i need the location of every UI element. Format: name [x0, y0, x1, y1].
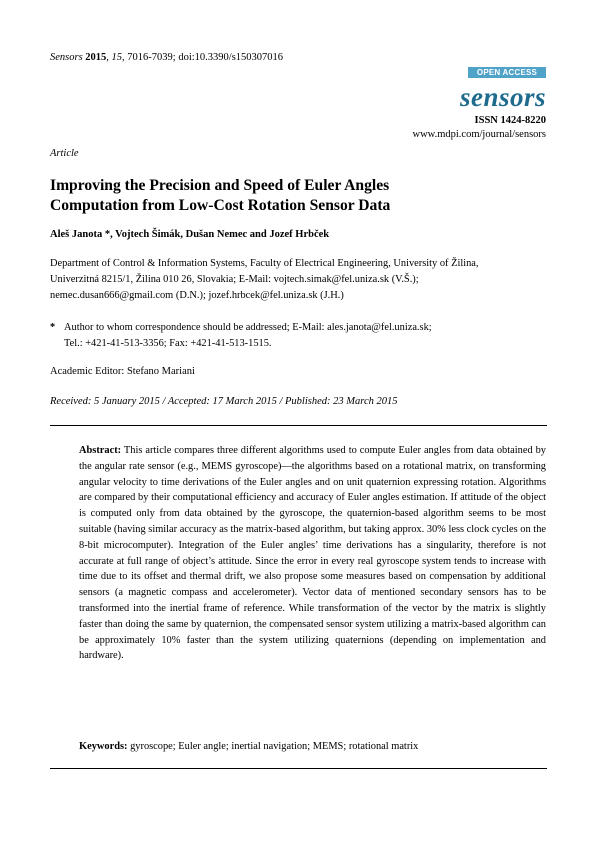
correspondence-line-2: Tel.: +421-41-513-3356; Fax: +421-41-513-1515. — [64, 338, 272, 349]
divider-bottom — [50, 768, 547, 769]
affiliation — [50, 256, 547, 303]
abstract-label: Abstract: — [79, 445, 122, 456]
affiliation-line-2: Univerzitná 8215/1, Žilina 010 26, Slovakia; E-Mail: vojtech.simak@fel.uniza.sk (V.Š.); — [50, 273, 419, 285]
journal-url[interactable]: www.mdpi.com/journal/sensors — [412, 129, 546, 140]
divider-top — [50, 425, 547, 426]
keywords-label: Keywords: — [79, 741, 128, 752]
affiliation-line-3: nemec.dusan666@gmail.com (D.N.); jozef.hrbcek@fel.uniza.sk (J.H.) — [50, 289, 344, 301]
citation-year: 2015 — [85, 52, 107, 63]
keywords-text: gyroscope; Euler angle; inertial navigation; MEMS; rotational matrix — [130, 741, 419, 752]
affiliation-line-1: Department of Control & Information Systems, Faculty of Electrical Engineering, University of Žilina, — [50, 258, 479, 269]
title-line-2: Computation from Low-Cost Rotation Sensor Data — [50, 197, 391, 214]
correspondence-star: * — [50, 322, 56, 333]
open-access-badge: OPEN ACCESS — [468, 67, 546, 78]
abstract-text: This article compares three different algorithms used to compute Euler angles from data obtained by the angular rate sensor (e.g., MEMS gyroscope)—the algorithms based on a rotational matrix, on transforming angular velocity to time derivations of the Euler angles and on unit quaternion expressing rotation. Algorithms are compared by their computational efficiency and accuracy of Euler angles estimation. If attitude of the object is computed only from data obtained by the gyroscope, the quaternion-based algorithm seems to be most suitable (having similar accuracy as the matrix-based algorithm, but taking approx. 30% less clock cycles on the 8-bit microcomputer). Integration of the Euler angles’ time derivations has a singularity, therefore is not accurate at full range of object’s attitude. Since the error in every real gyroscope system tends to increase with time due to its offset and thermal drift, we also propose some measures based on compensation by additional sensors (a magnetic compass and accelerometer). Vector data of mentioned secondary sensors has to be transformed into the inertial frame of reference. While transformation of the vector by the matrix is slightly faster than doing the same by quaternion, the compensated sensor system utilizing a matrix-based algorithm can be approximately 10% faster than the system utilizing quaternions (depending on implementation and hardware). — [79, 445, 546, 662]
citation-doi: , 7016-7039; doi:10.3390/s150307016 — [122, 52, 284, 63]
journal-name: Sensors — [50, 52, 83, 63]
abstract — [79, 443, 546, 664]
keywords — [79, 741, 546, 752]
citation-line: Sensors 2015, 15, 7016-7039; doi:10.3390/s150307016 — [50, 52, 284, 63]
publication-dates: Received: 5 January 2015 / Accepted: 17 March 2015 / Published: 23 March 2015 — [50, 396, 398, 407]
title-line-1: Improving the Precision and Speed of Euler Angles — [50, 177, 390, 194]
academic-editor: Academic Editor: Stefano Mariani — [50, 366, 195, 377]
paper-title — [50, 176, 530, 216]
issn: ISSN 1424-8220 — [474, 115, 546, 126]
author-list: Aleš Janota *, Vojtech Šimák, Dušan Nemec and Jozef Hrbček — [50, 229, 330, 240]
article-type: Article — [50, 148, 79, 159]
citation-volume: 15 — [111, 52, 123, 63]
correspondence-line-1: Author to whom correspondence should be addressed; E-Mail: ales.janota@fel.uniza.sk; — [64, 322, 432, 333]
journal-logo: sensors — [459, 82, 546, 112]
